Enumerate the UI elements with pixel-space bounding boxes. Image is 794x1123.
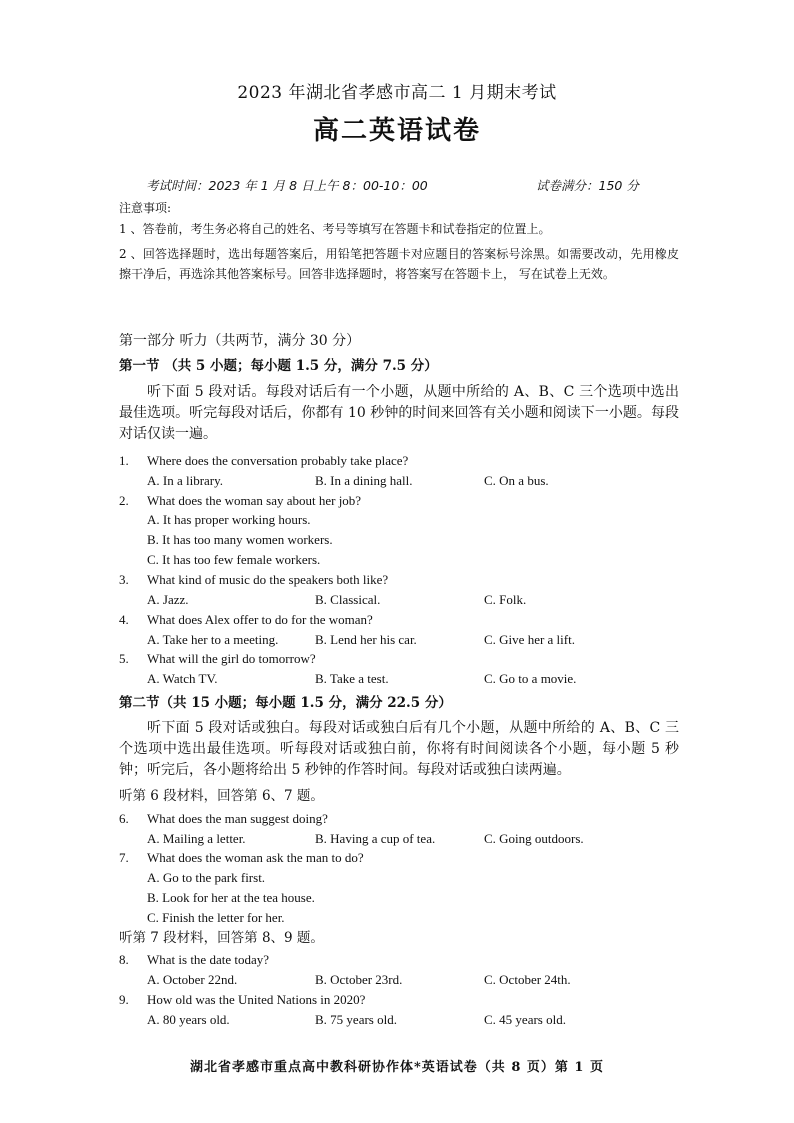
question-text: What does Alex offer to do for the woman?: [147, 612, 373, 627]
question-number: 9.: [119, 992, 129, 1007]
option-a: A. 80 years old.: [147, 1012, 230, 1027]
question-number: 2.: [119, 493, 129, 508]
question-text: What does the man suggest doing?: [147, 811, 328, 826]
option-c: C. Going outdoors.: [484, 831, 584, 846]
option-a: A. Take her to a meeting.: [147, 632, 279, 647]
paper-title: 高二英语试卷: [312, 116, 481, 146]
option-c: C. October 24th.: [484, 972, 571, 987]
notes-item-1: 1 、答卷前，考生务必将自己的姓名、考号等填写在答题卡和试卷指定的位置上。: [119, 222, 551, 236]
option-a: A. Mailing a letter.: [147, 831, 246, 846]
option-b: B. Take a test.: [315, 671, 389, 686]
question-text: What does the woman ask the man to do?: [147, 850, 364, 865]
question-text: What is the date today?: [147, 952, 270, 967]
option-a: A. In a library.: [147, 473, 224, 488]
question-number: 8.: [119, 952, 129, 967]
material-7-note: 听第 7 段材料，回答第 8、9 题。: [119, 930, 324, 946]
option-b: B. Look for her at the tea house.: [147, 890, 315, 905]
question-text: What does the woman say about her job?: [147, 493, 362, 508]
option-b: B. Having a cup of tea.: [315, 831, 436, 846]
option-a: A. Jazz.: [147, 592, 189, 607]
material-6-note: 听第 6 段材料，回答第 6、7 题。: [119, 788, 324, 804]
option-b: B. Classical.: [315, 592, 381, 607]
question-number: 5.: [119, 651, 129, 666]
exam-time: 考试时间：2023 年 1 月 8 日上午 8：00-10：00: [146, 178, 428, 193]
option-a: A. Watch TV.: [147, 671, 218, 686]
notes-title: 注意事项:: [119, 201, 172, 215]
notes-item-2: 2 、回答选择题时，选出每题答案后，用铅笔把答题卡对应题目的答案标号涂黑。如需要改动，先用橡皮擦干净后，再选涂其他答案标号。回答非选择题时，将答案写在答题卡上， 写在试卷上无效。: [119, 247, 679, 281]
page-footer: 湖北省孝感市重点高中教科研协作体*英语试卷（共 8 页）第 1 页: [190, 1060, 604, 1075]
section2-instruction: 听下面 5 段对话或独白。每段对话或独白后有几个小题，从题中所给的 A、B、C 三个选项中选出最佳选项。听每段对话或独白前，你将有时间阅读各个小题，每小题 5 秒钟；听完后，各小题将给出 5 秒钟的作答时间。每段对话或独白读两遍。: [119, 720, 679, 778]
option-a: A. It has proper working hours.: [147, 512, 311, 527]
question-number: 7.: [119, 850, 129, 865]
option-c: C. Folk.: [484, 592, 527, 607]
option-b: B. It has too many women workers.: [147, 532, 333, 547]
option-c: C. On a bus.: [484, 473, 549, 488]
option-c: C. Give her a lift.: [484, 632, 575, 647]
section2-title: 第二节（共 15 小题；每小题 1.5 分，满分 22.5 分）: [119, 695, 452, 711]
section1-title: 第一节 （共 5 小题；每小题 1.5 分，满分 7.5 分）: [119, 358, 438, 374]
question-number: 3.: [119, 572, 129, 587]
option-c: C. Finish the letter for her.: [147, 910, 285, 925]
option-a: A. October 22nd.: [147, 972, 238, 987]
question-number: 6.: [119, 811, 129, 826]
question-text: What kind of music do the speakers both like?: [147, 572, 389, 587]
question-text: Where does the conversation probably take place?: [147, 453, 409, 468]
full-score: 试卷满分：150 分: [536, 178, 639, 193]
option-a: A. Go to the park first.: [147, 870, 266, 885]
question-text: How old was the United Nations in 2020?: [147, 992, 366, 1007]
option-c: C. It has too few female workers.: [147, 552, 321, 567]
option-b: B. 75 years old.: [315, 1012, 397, 1027]
option-b: B. Lend her his car.: [315, 632, 417, 647]
part1-title: 第一部分 听力（共两节，满分 30 分）: [119, 333, 361, 349]
question-number: 4.: [119, 612, 129, 627]
option-b: B. October 23rd.: [315, 972, 403, 987]
option-b: B. In a dining hall.: [315, 473, 413, 488]
question-text: What will the girl do tomorrow?: [147, 651, 316, 666]
option-c: C. 45 years old.: [484, 1012, 566, 1027]
option-c: C. Go to a movie.: [484, 671, 577, 686]
exam-title: 2023 年湖北省孝感市高二 1 月期末考试: [237, 83, 557, 103]
question-number: 1.: [119, 453, 129, 468]
section1-instruction: 听下面 5 段对话。每段对话后有一个小题，从题中所给的 A、B、C 三个选项中选出最佳选项。听完每段对话后，你都有 10 秒钟的时间来回答有关小题和阅读下一小题。每段对话仅读一遍。: [119, 384, 679, 442]
